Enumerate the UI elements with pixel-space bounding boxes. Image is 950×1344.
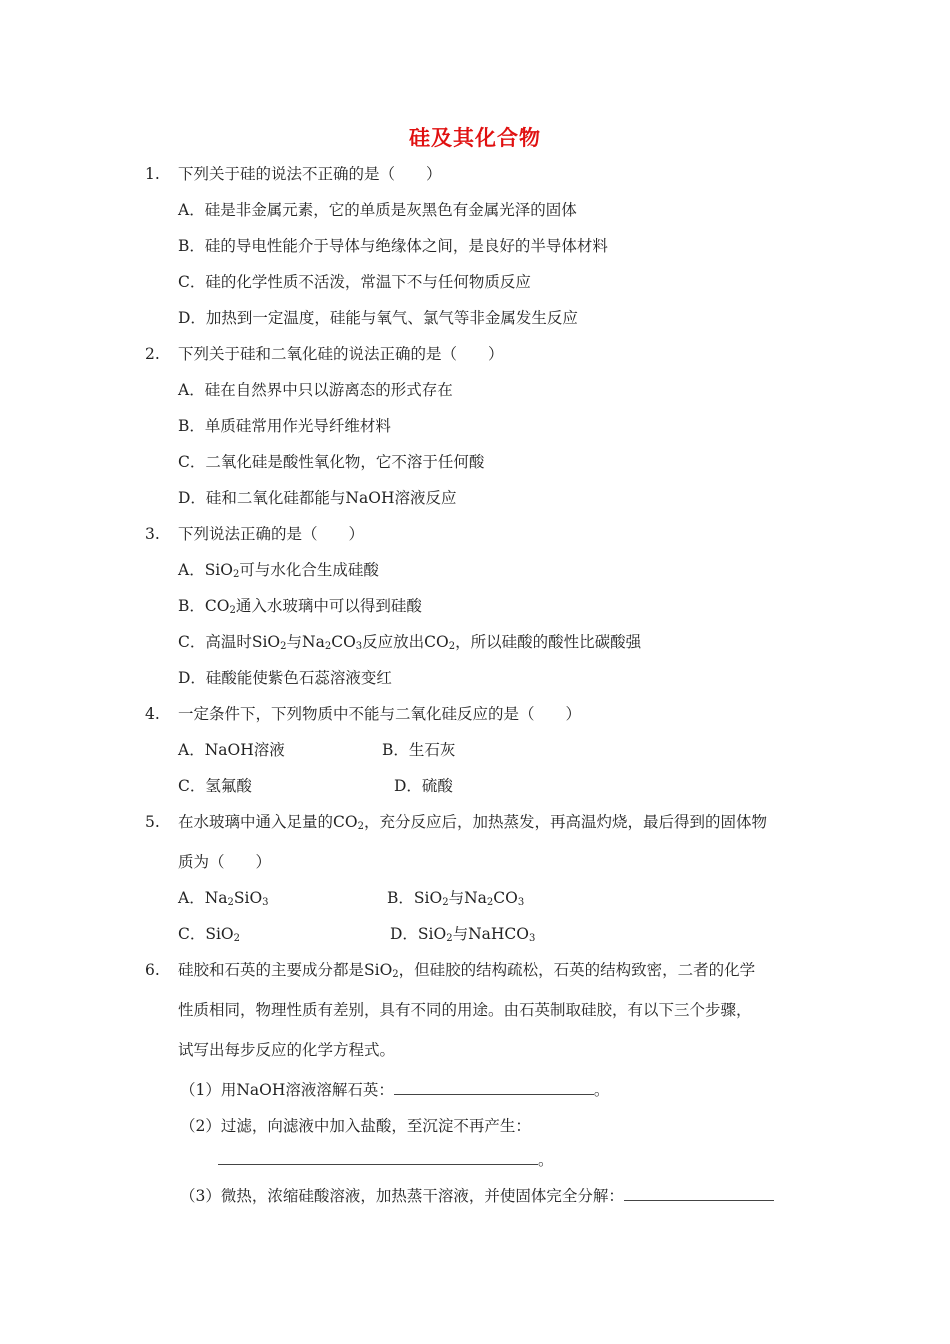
answer-blank-2[interactable] [218,1150,538,1165]
question-3-option-a: A．SiO$_2$可与水化合生成硅酸 [178,561,379,580]
question-5-option-c: C．SiO$_2$ [178,925,241,944]
question-6-step-1: （1）用NaOH溶液溶解石英： 。 [180,1081,610,1099]
question-2-option-c: C．二氧化硅是酸性氧化物，它不溶于任何酸 [178,453,485,471]
question-2-option-d: D．硅和二氧化硅都能与NaOH溶液反应 [178,489,457,507]
question-1-number: 1. [145,165,160,183]
question-2-number: 2. [145,345,160,363]
answer-blank-1[interactable] [394,1080,594,1095]
answer-blank-3[interactable] [624,1186,774,1201]
question-6-step-2: （2）过滤，向滤液中加入盐酸，至沉淀不再产生： [180,1117,531,1135]
question-3-number: 3. [145,525,160,543]
question-3-option-d: D．硅酸能使紫色石蕊溶液变红 [178,669,392,687]
question-1-stem: 下列关于硅的说法不正确的是（ ） [178,165,442,183]
question-2-stem: 下列关于硅和二氧化硅的说法正确的是（ ） [178,345,504,363]
question-6-step-3: （3）微热，浓缩硅酸溶液，加热蒸干溶液，并使固体完全分解： [180,1186,774,1206]
question-1-option-d: D．加热到一定温度，硅能与氧气、氯气等非金属发生反应 [178,309,578,327]
question-5-stem: 在水玻璃中通入足量的$CO_2$，充分反应后，加热蒸发，再高温灼烧，最后得到的固体物 [178,813,767,832]
question-4-option-b: B．生石灰 [382,741,456,759]
question-6-stem-line-3: 试写出每步反应的化学方程式。 [178,1041,396,1059]
question-4-stem: 一定条件下，下列物质中不能与二氧化硅反应的是（ ） [178,705,582,723]
question-1-option-b: B．硅的导电性能介于导体与绝缘体之间，是良好的半导体材料 [178,237,608,255]
page-title: 硅及其化合物 [409,126,541,150]
question-3-stem: 下列说法正确的是（ ） [178,525,365,543]
question-5-option-a: A．$Na_2SiO_3$ [178,889,269,908]
question-5-option-b: B．SiO$_2$与$Na_2CO_3$ [387,889,525,908]
question-5-stem-continued: 质为（ ） [178,853,272,871]
question-1-option-a: A．硅是非金属元素，它的单质是灰黑色有金属光泽的固体 [178,201,577,219]
question-3-option-b: B．$CO_2$通入水玻璃中可以得到硅酸 [178,597,422,616]
question-4-number: 4. [145,705,160,723]
question-2-option-b: B．单质硅常用作光导纤维材料 [178,417,391,435]
question-6-stem-line-2: 性质相同，物理性质有差别，具有不同的用途。由石英制取硅胶，有以下三个步骤， [178,1001,752,1019]
question-1-option-c: C．硅的化学性质不活泼，常温下不与任何物质反应 [178,273,531,291]
question-4-option-a: A．NaOH溶液 [178,741,285,759]
question-6-number: 6. [145,961,160,979]
question-2-option-a: A．硅在自然界中只以游离态的形式存在 [178,381,453,399]
question-4-option-c: C．氢氟酸 [178,777,252,795]
question-4-option-d: D．硫酸 [394,777,453,795]
question-3-option-c: C．高温时SiO$_2$与$Na_2CO_3$反应放出$CO_2$，所以硅酸的酸性比碳酸强 [178,633,642,652]
question-6-step-2-answer: 。 [218,1150,554,1170]
question-5-number: 5. [145,813,160,831]
question-5-option-d: D．SiO$_2$与NaHCO$_3$ [390,925,536,944]
question-6-stem-line-1: 硅胶和石英的主要成分都是SiO$_2$，但硅胶的结构疏松，石英的结构致密，二者的化学 [178,961,756,980]
